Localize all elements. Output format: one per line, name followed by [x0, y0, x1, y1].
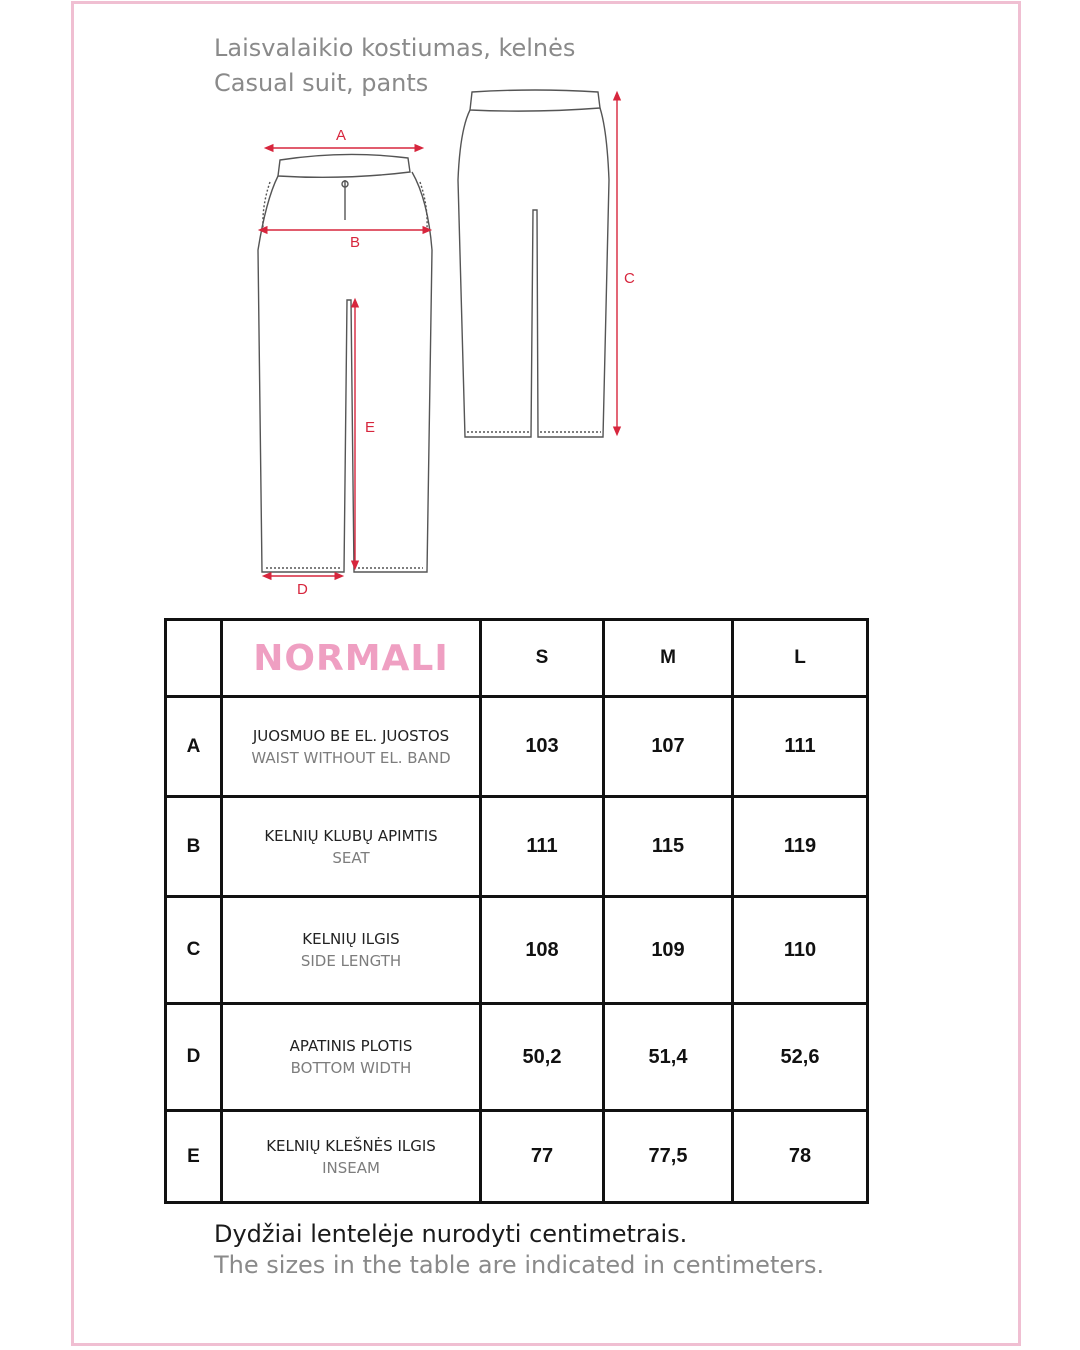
value-l: 119: [733, 797, 868, 897]
footer-note-english: The sizes in the table are indicated in centimeters.: [214, 1251, 825, 1279]
description-lt: KELNIŲ KLUBŲ APIMTIS: [264, 826, 438, 845]
description-en: INSEAM: [322, 1158, 380, 1177]
description-lt: KELNIŲ ILGIS: [302, 930, 400, 948]
table-row: [166, 1111, 868, 1203]
value-m: 109: [604, 897, 733, 1004]
size-table: [164, 618, 869, 1204]
label-a: A: [336, 127, 347, 144]
label-b: B: [350, 234, 361, 251]
row-code: A: [166, 697, 222, 797]
description-lt: JUOSMUO BE EL. JUOSTOS: [252, 726, 450, 745]
description-en: SIDE LENGTH: [300, 952, 402, 970]
size-header-s: S: [481, 620, 604, 697]
title-lithuanian: Laisvalaikio kostiumas, kelnės: [214, 34, 576, 62]
title-english: Casual suit, pants: [214, 69, 429, 97]
value-s: 50,2: [481, 1004, 604, 1111]
value-l: 78: [733, 1111, 868, 1203]
row-code: B: [166, 797, 222, 897]
footer-note-lithuanian: Dydžiai lentelėje nurodyti centimetrais.: [214, 1220, 688, 1248]
row-description: [222, 697, 481, 797]
table-header-row: [166, 620, 868, 697]
row-description: [222, 1111, 481, 1203]
row-code: E: [166, 1111, 222, 1203]
value-l: 110: [733, 897, 868, 1004]
value-l: 111: [733, 697, 868, 797]
table-row: [166, 797, 868, 897]
table-row: [166, 897, 868, 1004]
value-l: 52,6: [733, 1004, 868, 1111]
row-description: [222, 897, 481, 1004]
row-description: [222, 797, 481, 897]
description-lt: APATINIS PLOTIS: [289, 1037, 413, 1055]
value-s: 77: [481, 1111, 604, 1203]
brand-logo: NORMALI: [253, 637, 449, 679]
brand-cell: [222, 620, 481, 697]
description-en: SEAT: [332, 848, 370, 867]
size-header-l: L: [733, 620, 868, 697]
description-en: BOTTOM WIDTH: [290, 1059, 412, 1077]
description-en: WAIST WITHOUT EL. BAND: [251, 748, 451, 767]
row-code: C: [166, 897, 222, 1004]
value-m: 107: [604, 697, 733, 797]
measurement-arrows: [262, 95, 617, 576]
header-empty-cell: [166, 620, 222, 697]
pants-measurement-diagram: [0, 0, 1080, 620]
label-d: D: [297, 581, 308, 598]
table-row: [166, 697, 868, 797]
description-lt: KELNIŲ KLEŠNĖS ILGIS: [266, 1136, 436, 1155]
value-m: 77,5: [604, 1111, 733, 1203]
label-c: C: [624, 270, 635, 287]
value-s: 108: [481, 897, 604, 1004]
size-header-m: M: [604, 620, 733, 697]
table-row: [166, 1004, 868, 1111]
value-m: 51,4: [604, 1004, 733, 1111]
value-s: 111: [481, 797, 604, 897]
value-m: 115: [604, 797, 733, 897]
label-e: E: [365, 419, 376, 436]
row-description: [222, 1004, 481, 1111]
pants-back-view: [458, 90, 609, 437]
row-code: D: [166, 1004, 222, 1111]
value-s: 103: [481, 697, 604, 797]
pants-front-view: [258, 154, 432, 572]
